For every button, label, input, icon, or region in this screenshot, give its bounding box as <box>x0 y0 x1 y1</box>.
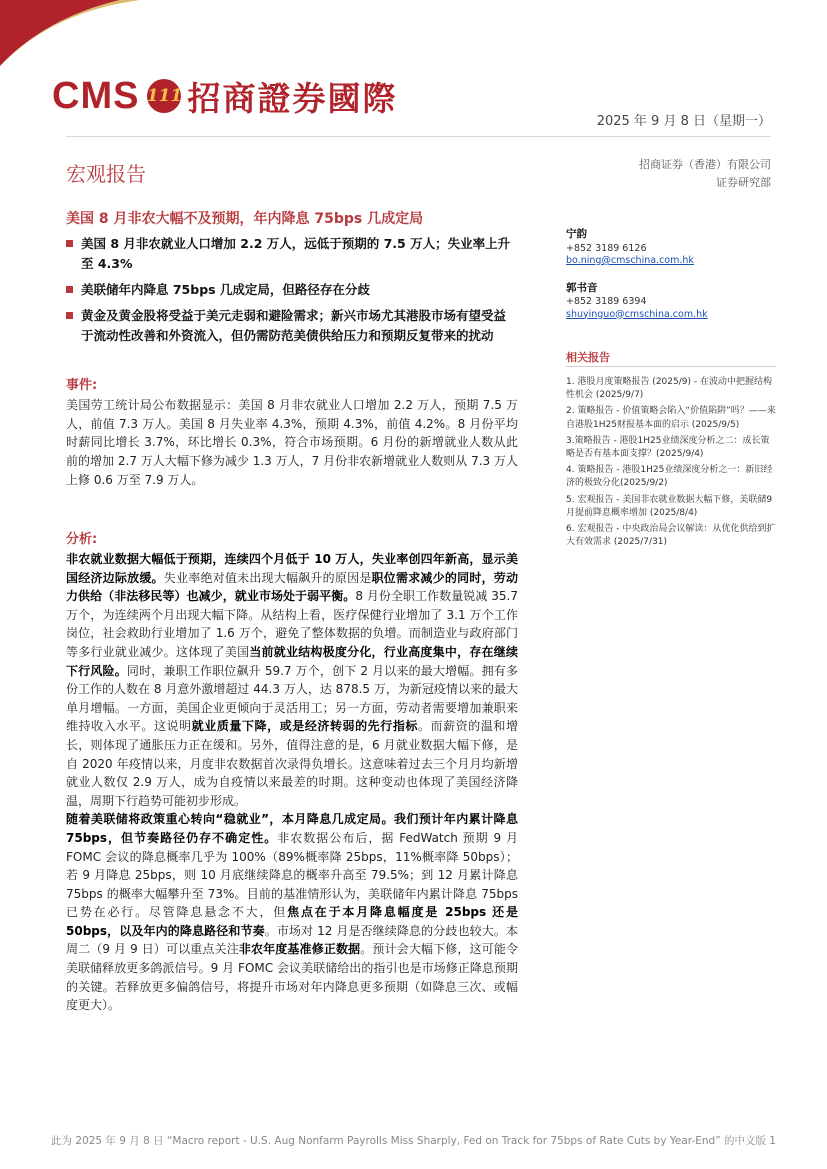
bullet-square-icon <box>66 240 73 247</box>
text-run: 。市场对 12 月是否继续降息的分歧也较大。本周二（9 月 9 日）可以重点关注 <box>66 923 518 957</box>
related-reports-heading: 相关报告 <box>566 351 610 364</box>
report-type: 宏观报告 <box>66 162 146 186</box>
related-report-item: 5. 宏观报告 - 美国非农就业数据大幅下修，美联储9月提前降息概率增加 (2025/8/4) <box>566 494 773 518</box>
company-logo <box>52 74 397 118</box>
logo-cms-text: CMS <box>52 74 140 117</box>
department-name: 证券研究部 <box>716 176 771 189</box>
company-name: 招商证券（香港）有限公司 <box>639 158 771 171</box>
analyst-name: 宁韵 <box>566 228 587 240</box>
key-point <box>66 306 516 346</box>
event-paragraph: 美国劳工统计局公布数据显示：美国 8 月非农就业人口增加 2.2 万人，预期 7.5 万人，前值 7.3 万人。美国 8 月失业率 4.3%，预期 4.3%，前值 4.2%。8 月份平均时薪同比增长 3.7%，环比增长 0.3%，符合市场预期。6 月份的新增就业人数从此前的增加 2.7 万人大幅下修为减少 1.3 万人，7 月份非农新增就业人数则从 7.3 万人上修 0.6 万至 7.9 万人。 <box>66 398 518 487</box>
related-report-item: 4. 策略报告 - 港股1H25业绩深度分析之一：新旧经济的极致分化(2025/9/2) <box>566 465 773 489</box>
corner-swoosh-decoration <box>0 0 140 70</box>
key-point-text: 美国 8 月非农就业人口增加 2.2 万人，远低于预期的 7.5 万人；失业率上升至 4.3% <box>81 236 511 271</box>
related-report-item: 2. 策略报告 - 价值策略会陷入“价值陷阱”吗？——来自港股1H25财报基本面的启示 (2025/9/5) <box>566 406 776 430</box>
analyst-phone: +852 3189 6394 <box>566 296 647 307</box>
analyst-card <box>566 228 776 268</box>
analyst-phone: +852 3189 6126 <box>566 242 647 254</box>
company-info <box>639 156 771 192</box>
analysis-paragraph-1 <box>66 550 518 810</box>
key-points <box>66 234 516 352</box>
related-report-item: 3.策略报告 - 港股1H25业绩深度分析之二：成长策略是否有基本面支撑？(2025/9/4) <box>566 435 770 460</box>
related-report-item: 6. 宏观报告 - 中央政治局会议解读：从优化供给到扩大有效需求 (2025/7/31) <box>566 524 776 548</box>
text-run: 职位需求减少的同时，劳动力供给（非法移民等）也减少，就业市场处于弱平衡。 <box>66 570 518 604</box>
logo-chinese-name: 招商證券國際 <box>187 78 398 118</box>
report-date: 2025 年 9 月 8 日（星期一） <box>596 114 771 129</box>
header-divider <box>66 136 771 137</box>
text-run: 焦点在于本月降息幅度是 25bps 还是 50bps，以及年内的降息路径和节奏 <box>66 905 518 938</box>
report-title: 美国 8 月非农大幅不及预期，年内降息 75bps 几成定局 <box>66 211 424 227</box>
text-run: 失业率绝对值未出现大幅飙升的原因是 <box>163 570 372 585</box>
related-reports-list <box>566 376 778 552</box>
analysis-body <box>66 550 518 1015</box>
key-point <box>66 280 516 300</box>
bullet-square-icon <box>66 286 73 293</box>
key-point-text: 黄金及黄金股将受益于美元走弱和避险需求；新兴市场尤其港股市场有望受益于流动性改善和外资流入，但仍需防范美债供给压力和预期反复带来的扰动 <box>81 308 507 343</box>
related-report-item: 1. 港股月度策略报告 (2025/9) - 在波动中把握结构性机会 (2025/9/7) <box>566 377 772 401</box>
analyst-sidebar <box>566 228 776 335</box>
text-run: 非农年度基准修正数据 <box>238 942 361 957</box>
page-footer: 此为 2025 年 9 月 8 日 “Macro report - U.S. Aug Nonfarm Payrolls Miss Sharply, Fed on Track for 75bps of Rate Cuts by Year-End” 的中文版 1 <box>51 1135 776 1147</box>
text-run: 。预计会大幅下修，这可能令美联储释放更多鸽派信号。9 月 FOMC 会议美联储给出的指引也是市场修正降息预期的关键。若释放更多偏鸽信号，将提升市场对年内降息更多预期（如降息三次、或幅度更大）。 <box>66 942 518 1013</box>
analyst-card <box>566 282 776 322</box>
key-point <box>66 234 516 274</box>
key-point-text: 美联储年内降息 75bps 几成定局，但路径存在分歧 <box>81 282 370 297</box>
analysis-paragraph-2 <box>66 810 518 1015</box>
text-run: 非农数据公布后，据 FedWatch 预期 9 月 FOMC 会议的降息概率几乎为 100%（89%概率降 25bps，11%概率降 50bps）；若 9 月降息 25bps，则 10 月底继续降息的概率升高至 79.5%；到 12 月累计降息 75bps 的概率大幅攀升至 73%。目前的基准情形认为，美联储年内累计降息 75bps 已势在必行。尽管降息悬念不大，但 <box>66 830 518 920</box>
event-heading: 事件: <box>66 378 98 393</box>
analyst-name: 郭书音 <box>566 281 598 294</box>
analyst-email-link[interactable]: shuyinguo@cmschina.com.hk <box>566 308 708 320</box>
related-reports-divider <box>566 366 776 367</box>
text-run: 就业质量下降，或是经济转弱的先行指标 <box>191 719 418 734</box>
text-run: 非农就业数据大幅低于预期，连续四个月低于 10 万人，失业率创四年新高，显示美国经济边际放缓。 <box>66 552 518 585</box>
text-run: 。而薪资的温和增长，则体现了通胀压力正在缓和。另外，值得注意的是，6 月就业数据大幅下修，是自 2020 年疫情以来，月度非农数据首次录得负增长。这意味着过去三个月月均新增就业人数仅 2.9 万人，成为自疫情以来最差的时期。这种变动也体现了美国经济降温，周期下行趋势可能初步形成。 <box>66 719 518 808</box>
analyst-email-link[interactable]: bo.ning@cmschina.com.hk <box>566 255 694 266</box>
text-run: 8 月份全职工作数量锐减 35.7 万个，为连续两个月出现大幅下降。从结构上看，医疗保健行业增加了 3.1 万个工作岗位，社会救助行业增加了 1.6 万个，避免了整体数据的负增。而制造业与政府部门等多行业就业减少。这体现了美国 <box>66 589 518 659</box>
text-run: 同时，兼职工作职位飙升 59.7 万个，创下 2 月以来的最大增幅。拥有多份工作的人数在 8 月意外激增超过 44.3 万人，达 878.5 万，为新冠疫情以来的最大单月增幅。一方面，美国企业更倾向于灵活用工；另一方面，劳动者需要增加兼职来维持收入水平。这说明 <box>66 663 518 734</box>
text-run: 随着美联储将政策重心转向“稳就业”，本月降息几成定局。我们预计年内累计降息 75bps，但节奏路径仍存不确定性。 <box>66 812 518 845</box>
bullet-square-icon <box>66 312 73 319</box>
analysis-heading: 分析: <box>66 532 98 547</box>
text-run: 当前就业结构极度分化，行业高度集中，存在继续下行风险。 <box>66 644 518 678</box>
logo-badge-icon: 111 <box>147 79 181 113</box>
